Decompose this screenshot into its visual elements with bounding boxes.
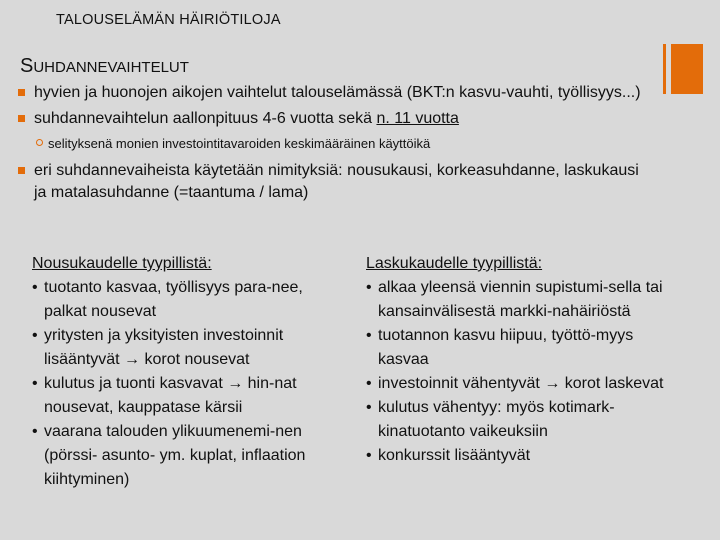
right-column bbox=[366, 252, 686, 468]
square-bullet-icon bbox=[18, 115, 25, 122]
accent-bars-decoration bbox=[663, 44, 703, 94]
list-item bbox=[366, 324, 686, 372]
bullet-text: eri suhdannevaiheista käytetään nimityksiä: nousukausi, korkeasuhdanne, laskukausi ja matalasuhdanne (=taantuma / lama) bbox=[34, 162, 639, 201]
bullet-dot: • bbox=[366, 279, 372, 296]
bullet-item bbox=[18, 82, 648, 104]
bullet-dot: • bbox=[366, 447, 372, 464]
left-column bbox=[32, 252, 342, 492]
bullet-dot: • bbox=[32, 423, 38, 440]
list-item bbox=[366, 444, 686, 468]
list-item-text: yritysten ja yksityisten investoinnit lisääntyvät → korot nousevat bbox=[44, 327, 284, 368]
sub-bullet-text: selityksenä monien investointitavaroiden keskimääräinen käyttöikä bbox=[48, 136, 431, 151]
list-item bbox=[366, 276, 686, 324]
bullet-dot: • bbox=[32, 375, 38, 392]
main-bullet-list bbox=[18, 82, 648, 204]
bullet-dot: • bbox=[366, 399, 372, 416]
header-title: TALOUSELÄMÄN HÄIRIÖTILOJA bbox=[56, 12, 281, 28]
bullet-dot: • bbox=[32, 327, 38, 344]
list-item-text: investoinnit vähentyvät → korot laskevat bbox=[378, 375, 664, 392]
bullet-dot: • bbox=[32, 279, 38, 296]
bullet-text: hyvien ja huonojen aikojen vaihtelut talouselämässä (BKT:n kasvu-vauhti, työllisyys...) bbox=[34, 84, 641, 101]
bullet-item bbox=[18, 160, 648, 204]
ring-bullet-icon bbox=[36, 139, 43, 146]
list-item bbox=[366, 396, 686, 444]
bullet-dot: • bbox=[366, 375, 372, 392]
list-item-text: alkaa yleensä viennin supistumi-sella tai kansainvälisestä markki-nahäiriöstä bbox=[378, 279, 663, 320]
list-item bbox=[32, 420, 342, 492]
bullet-item bbox=[18, 108, 648, 130]
list-item bbox=[32, 324, 342, 372]
list-item-text: tuotanto kasvaa, työllisyys para-nee, palkat nousevat bbox=[44, 279, 303, 320]
section-title bbox=[20, 55, 189, 78]
bullet-dot: • bbox=[366, 327, 372, 344]
bullet-text: suhdannevaihtelun aallonpituus 4-6 vuotta sekä bbox=[34, 110, 377, 127]
list-item-text: kulutus vähentyy: myös kotimark-kinatuotanto vaikeuksiin bbox=[378, 399, 615, 440]
accent-thin-bar bbox=[663, 44, 666, 94]
list-item bbox=[366, 372, 686, 396]
accent-thick-bar bbox=[671, 44, 703, 94]
right-column-title: Laskukaudelle tyypillistä: bbox=[366, 255, 543, 272]
bullet-text-underlined: n. 11 vuotta bbox=[376, 110, 459, 127]
section-title-rest: UHDANNEVAIHTELUT bbox=[33, 59, 189, 76]
list-item-text: kulutus ja tuonti kasvavat → hin-nat nousevat, kauppatase kärsii bbox=[44, 375, 297, 416]
sub-bullet-item bbox=[18, 136, 648, 152]
list-item bbox=[32, 372, 342, 420]
list-item-text: konkurssit lisääntyvät bbox=[378, 447, 531, 464]
left-column-title: Nousukaudelle tyypillistä: bbox=[32, 255, 212, 272]
square-bullet-icon bbox=[18, 167, 25, 174]
section-title-initial: S bbox=[20, 55, 34, 77]
square-bullet-icon bbox=[18, 89, 25, 96]
list-item-text: tuotannon kasvu hiipuu, työttö-myys kasvaa bbox=[378, 327, 634, 368]
list-item-text: vaarana talouden ylikuumenemi-nen (pörssi- asunto- ym. kuplat, inflaation kiihtyminen) bbox=[44, 423, 306, 488]
list-item bbox=[32, 276, 342, 324]
